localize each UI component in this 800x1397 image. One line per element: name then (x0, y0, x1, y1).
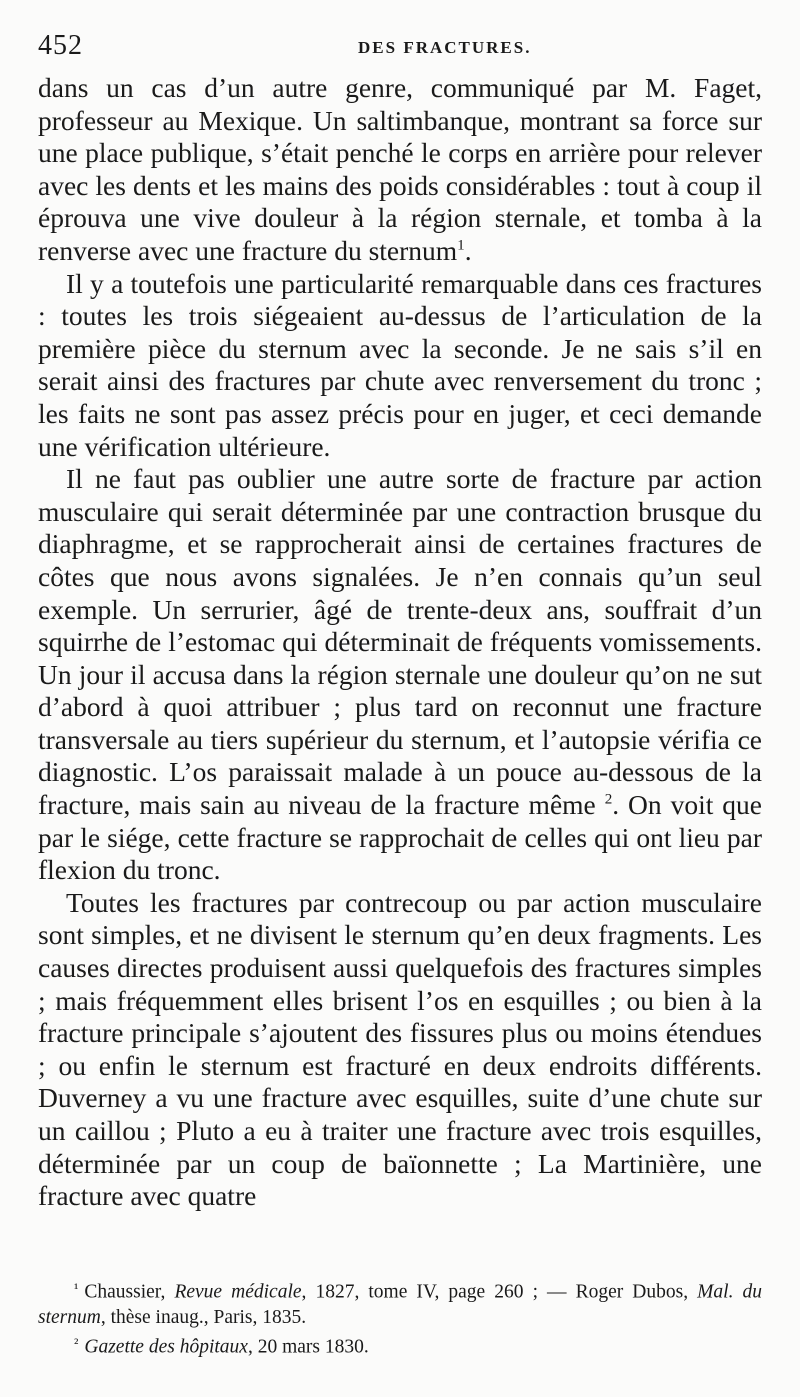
paragraph-1: dans un cas d’un autre genre, communiqué par M. Faget, professeur au Mexique. Un saltimbanque, montrant sa force sur une place publique, s’était penché le corps en arrière pour relever avec les dents et les mains des poids considérables : tout à coup il éprouva une vive douleur à la région sternale, et tomba à la renverse avec une fracture du sternum$^1$. (38, 72, 762, 266)
footnote-ref-2: 2 (604, 791, 613, 808)
page-number: 452 (38, 30, 83, 61)
paragraph-3 (38, 463, 762, 887)
running-head: DES FRACTURES. (358, 38, 532, 57)
footnote-1-author: Chaussier, (84, 1281, 175, 1303)
footnote-1-title: Mal. du sternum (38, 1281, 762, 1329)
footnote-1-mark: ¹ (74, 1281, 79, 1297)
paragraph-4: Toutes les fractures par contrecoup ou par action musculaire sont simples, et ne divisent le sternum qu’en deux fragments. Les causes directes produisent aussi quelquefois des fractures simples ; mais fréquemment elles brisent l’os en esquilles ; ou bien à la fracture principale s’ajoutent des fissures plus ou moins étendues ; ou enfin le sternum est fracturé en deux endroits différents. Duverney a vu une fracture avec esquilles, suite d’une chute sur un caillou ; Pluto a eu à traiter une fracture avec trois esquilles, déterminée par un coup de baïonnette ; La Martinière, une fracture avec quatre (38, 886, 762, 1212)
page-header (38, 30, 762, 66)
paragraph-1-text: dans un cas d’un autre genre, communiqué par M. Faget, professeur au Mexique. Un saltimbanque, montrant sa force sur une place publique, s’était penché le corps en arrière pour relever avec les dents et les mains des poids considérables : tout à coup il éprouva une vive douleur à la région sternale, et tomba à la renverse avec une fracture du sternum (38, 72, 762, 266)
footnote-2-journal: Gazette des hôpitaux (84, 1336, 248, 1358)
footnote-ref-1: 1 (457, 237, 465, 254)
footnote-1-citation: , 1827, tome IV, page 260 ; — Roger Dubos, (301, 1281, 698, 1303)
paragraph-3-text-b: . On voit que par le siége, cette fracture se rapprochait de celles qui ont lieu par flexion du tronc. (38, 789, 763, 886)
paragraph-2: Il y a toutefois une particularité remarquable dans ces fractures : toutes les trois siégeaient au-dessus de l’articulation de la première pièce du sternum avec la seconde. Je ne sais s’il en serait ainsi des fractures par chute avec renversement du tronc ; les faits ne sont pas assez précis pour en juger, et ceci demande une vérification ultérieure. (38, 267, 762, 462)
body-text (38, 72, 762, 1213)
footnote-1 (38, 1276, 762, 1331)
footnote-1-details: , thèse inaug., Paris, 1835. (100, 1307, 307, 1329)
footnote-2-mark: ² (74, 1336, 79, 1353)
footnotes (38, 1276, 762, 1361)
footnote-2-date: , 20 mars 1830. (247, 1336, 369, 1358)
footnote-2 (38, 1331, 762, 1360)
paragraph-3-text-a: Il ne faut pas oublier une autre sorte de fracture par action musculaire qui serait déterminée par une contraction brusque du diaphragme, et se rapprocherait ainsi de certaines fractures de côtes que nous avons signalées. Je n’en connais qu’un seul exemple. Un serrurier, âgé de trente-deux ans, souffrait d’un squirrhe de l’estomac qui déterminait de fréquents vomissements. Un jour il accusa dans la région sternale une douleur qu’on ne sut d’abord à quoi attribuer ; plus tard on reconnut une fracture transversale au tiers supérieur du sternum, et l’autopsie vérifia ce diagnostic. L’os paraissait malade à un pouce au-dessous de la fracture, mais sain au niveau de la fracture même (38, 463, 762, 821)
footnote-1-journal: Revue médicale (174, 1281, 302, 1303)
